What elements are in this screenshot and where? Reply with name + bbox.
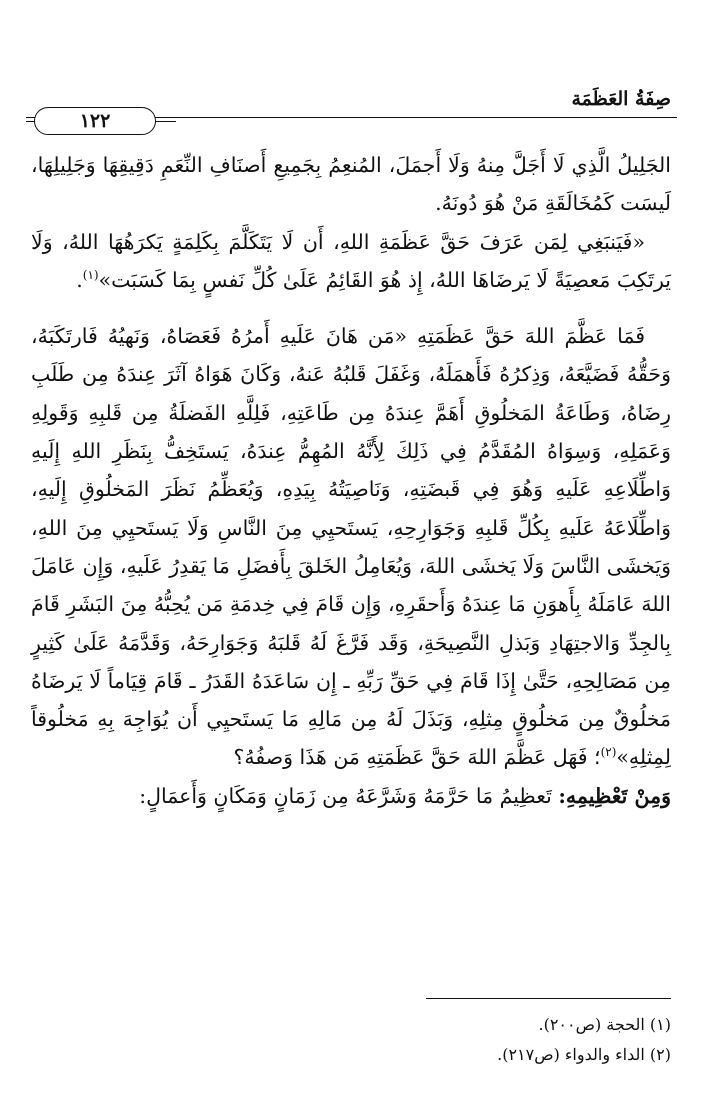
paragraph-3-end: ؛ فَهَل عَظَّمَ اللهَ حَقَّ عَظَمَتِهِ مَن هَذَا وَصفُهُ؟	[233, 745, 601, 770]
paragraph-4-text: تَعظِيمُ مَا حَرَّمَهُ وَشَرَّعَهُ مِن زَمَانٍ وَمَكَانٍ وَأَعمَالٍ:	[139, 783, 559, 808]
page-number: ١٢٢	[34, 107, 156, 135]
footnote-ref-1: (١)	[82, 268, 99, 283]
running-header-title: صِفَةُ العَظَمَة	[571, 88, 671, 110]
footnotes	[31, 1010, 671, 1070]
footnote-ref-2: (٢)	[600, 745, 617, 760]
paragraph-1: الجَلِيلُ الَّذِي لَا أَجَلَّ مِنهُ وَلَا أَجمَلَ، المُنعِمُ بِجَمِيعِ أَصنَافِ النِّعَمِ دَقِيقِهَا وَجَلِيلِهَا، لَيسَت كَمُخَالَقَةِ مَنْ هُوَ دُونَهُ.	[31, 153, 671, 216]
footnote-1: (١) الحجة (ص٢٠٠).	[538, 1015, 671, 1034]
paragraph-4-lead: وَمِنْ تَعْظِيمِهِ:	[558, 783, 671, 808]
paragraph-gap	[31, 299, 671, 317]
paragraph-3-text: فَمَا عَظَّمَ اللهَ حَقَّ عَظَمَتِهِ «مَن هَانَ عَلَيهِ أَمرُهُ فَعَصَاهُ، وَنَهيُهُ فَارتَكَبَهُ، وَحَقُّهُ فَضَيَّعَهُ، وَذِكرُهُ فَأَهمَلَهُ، وَغَفَلَ قَلبُهُ عَنهُ، وَكَانَ هَوَاهُ آثَرَ عِندَهُ مِن طَلَبِ رِضَاهُ، وَطَاعَةُ المَخلُوقِ أَهَمَّ عِندَهُ مِن طَاعَتِهِ، فَلِلَّهِ الفَضلَةُ مِن قَلبِهِ وَقَولِهِ وَعَمَلِهِ، وَسِوَاهُ المُقَدَّمُ فِي ذَلِكَ لِأَنَّهُ المُهِمُّ عِندَهُ، يَستَخِفُّ بِنَظَرِ اللهِ إِلَيهِ وَاطِّلَاعِهِ عَلَيهِ وَهُوَ فِي قَبضَتِهِ، وَنَاصِيَتُهُ بِيَدِهِ، وَيُعَظِّمُ نَظَرَ المَخلُوقِ إِلَيهِ، وَاطِّلَاعَهُ عَلَيهِ بِكُلِّ قَلبِهِ وَجَوَارِحِهِ، يَستَحيِي مِنَ النَّاسِ وَلَا يَستَحيِي مِنَ اللهِ، وَيَخشَى النَّاسَ وَلَا يَخشَى اللهَ، وَيُعَامِلُ الخَلقَ بِأَفضَلِ مَا يَقدِرُ عَلَيهِ، وَإِن عَامَلَ اللهَ عَامَلَهُ بِأَهوَنِ مَا عِندَهُ وَأَحقَرِهِ، وَإِن قَامَ فِي خِدمَةِ مَن يُحِبُّهُ مِنَ البَشَرِ قَامَ بِالجِدِّ وَالاجتِهَادِ وَبَذلِ النَّصِيحَةِ، وَقَد فَرَّغَ لَهُ قَلبَهُ وَجَوَارِحَهُ، وَقَدَّمَهُ عَلَىٰ كَثِيرٍ مِن مَصَالِحِهِ، حَتَّىٰ إِذَا قَامَ فِي حَقِّ رَبِّهِ ـ إِن سَاعَدَهُ القَدَرُ ـ قَامَ قِيَاماً لَا يَرضَاهُ مَخلُوقٌ مِن مَخلُوقٍ مِثلِهِ، وَبَذَلَ لَهُ مِن مَالِهِ مَا يَستَحيِي أَن يُوَاجِهَ بِهِ مَخلُوقاً لِمِثلِهِ»	[31, 324, 671, 770]
paragraph-2-text: «فَيَنبَغِي لِمَن عَرَفَ حَقَّ عَظَمَةِ اللهِ، أَن لَا يَتَكَلَّمَ بِكَلِمَةٍ يَكرَهُهَا اللهُ، وَلَا يَرتَكِبَ مَعصِيَةً لَا يَرضَاهَا اللهُ، إِذ هُوَ القَائِمُ عَلَىٰ كُلِّ نَفسٍ بِمَا كَسَبَت»	[31, 229, 671, 292]
paragraph-2	[31, 223, 671, 300]
main-text	[31, 146, 671, 815]
footnote-2: (٢) الداء والدواء (ص٢١٧).	[497, 1045, 671, 1064]
paragraph-4	[31, 777, 671, 815]
paragraph-2-end: .	[76, 267, 83, 292]
footnote-rule	[426, 998, 671, 999]
paragraph-3	[31, 317, 671, 777]
